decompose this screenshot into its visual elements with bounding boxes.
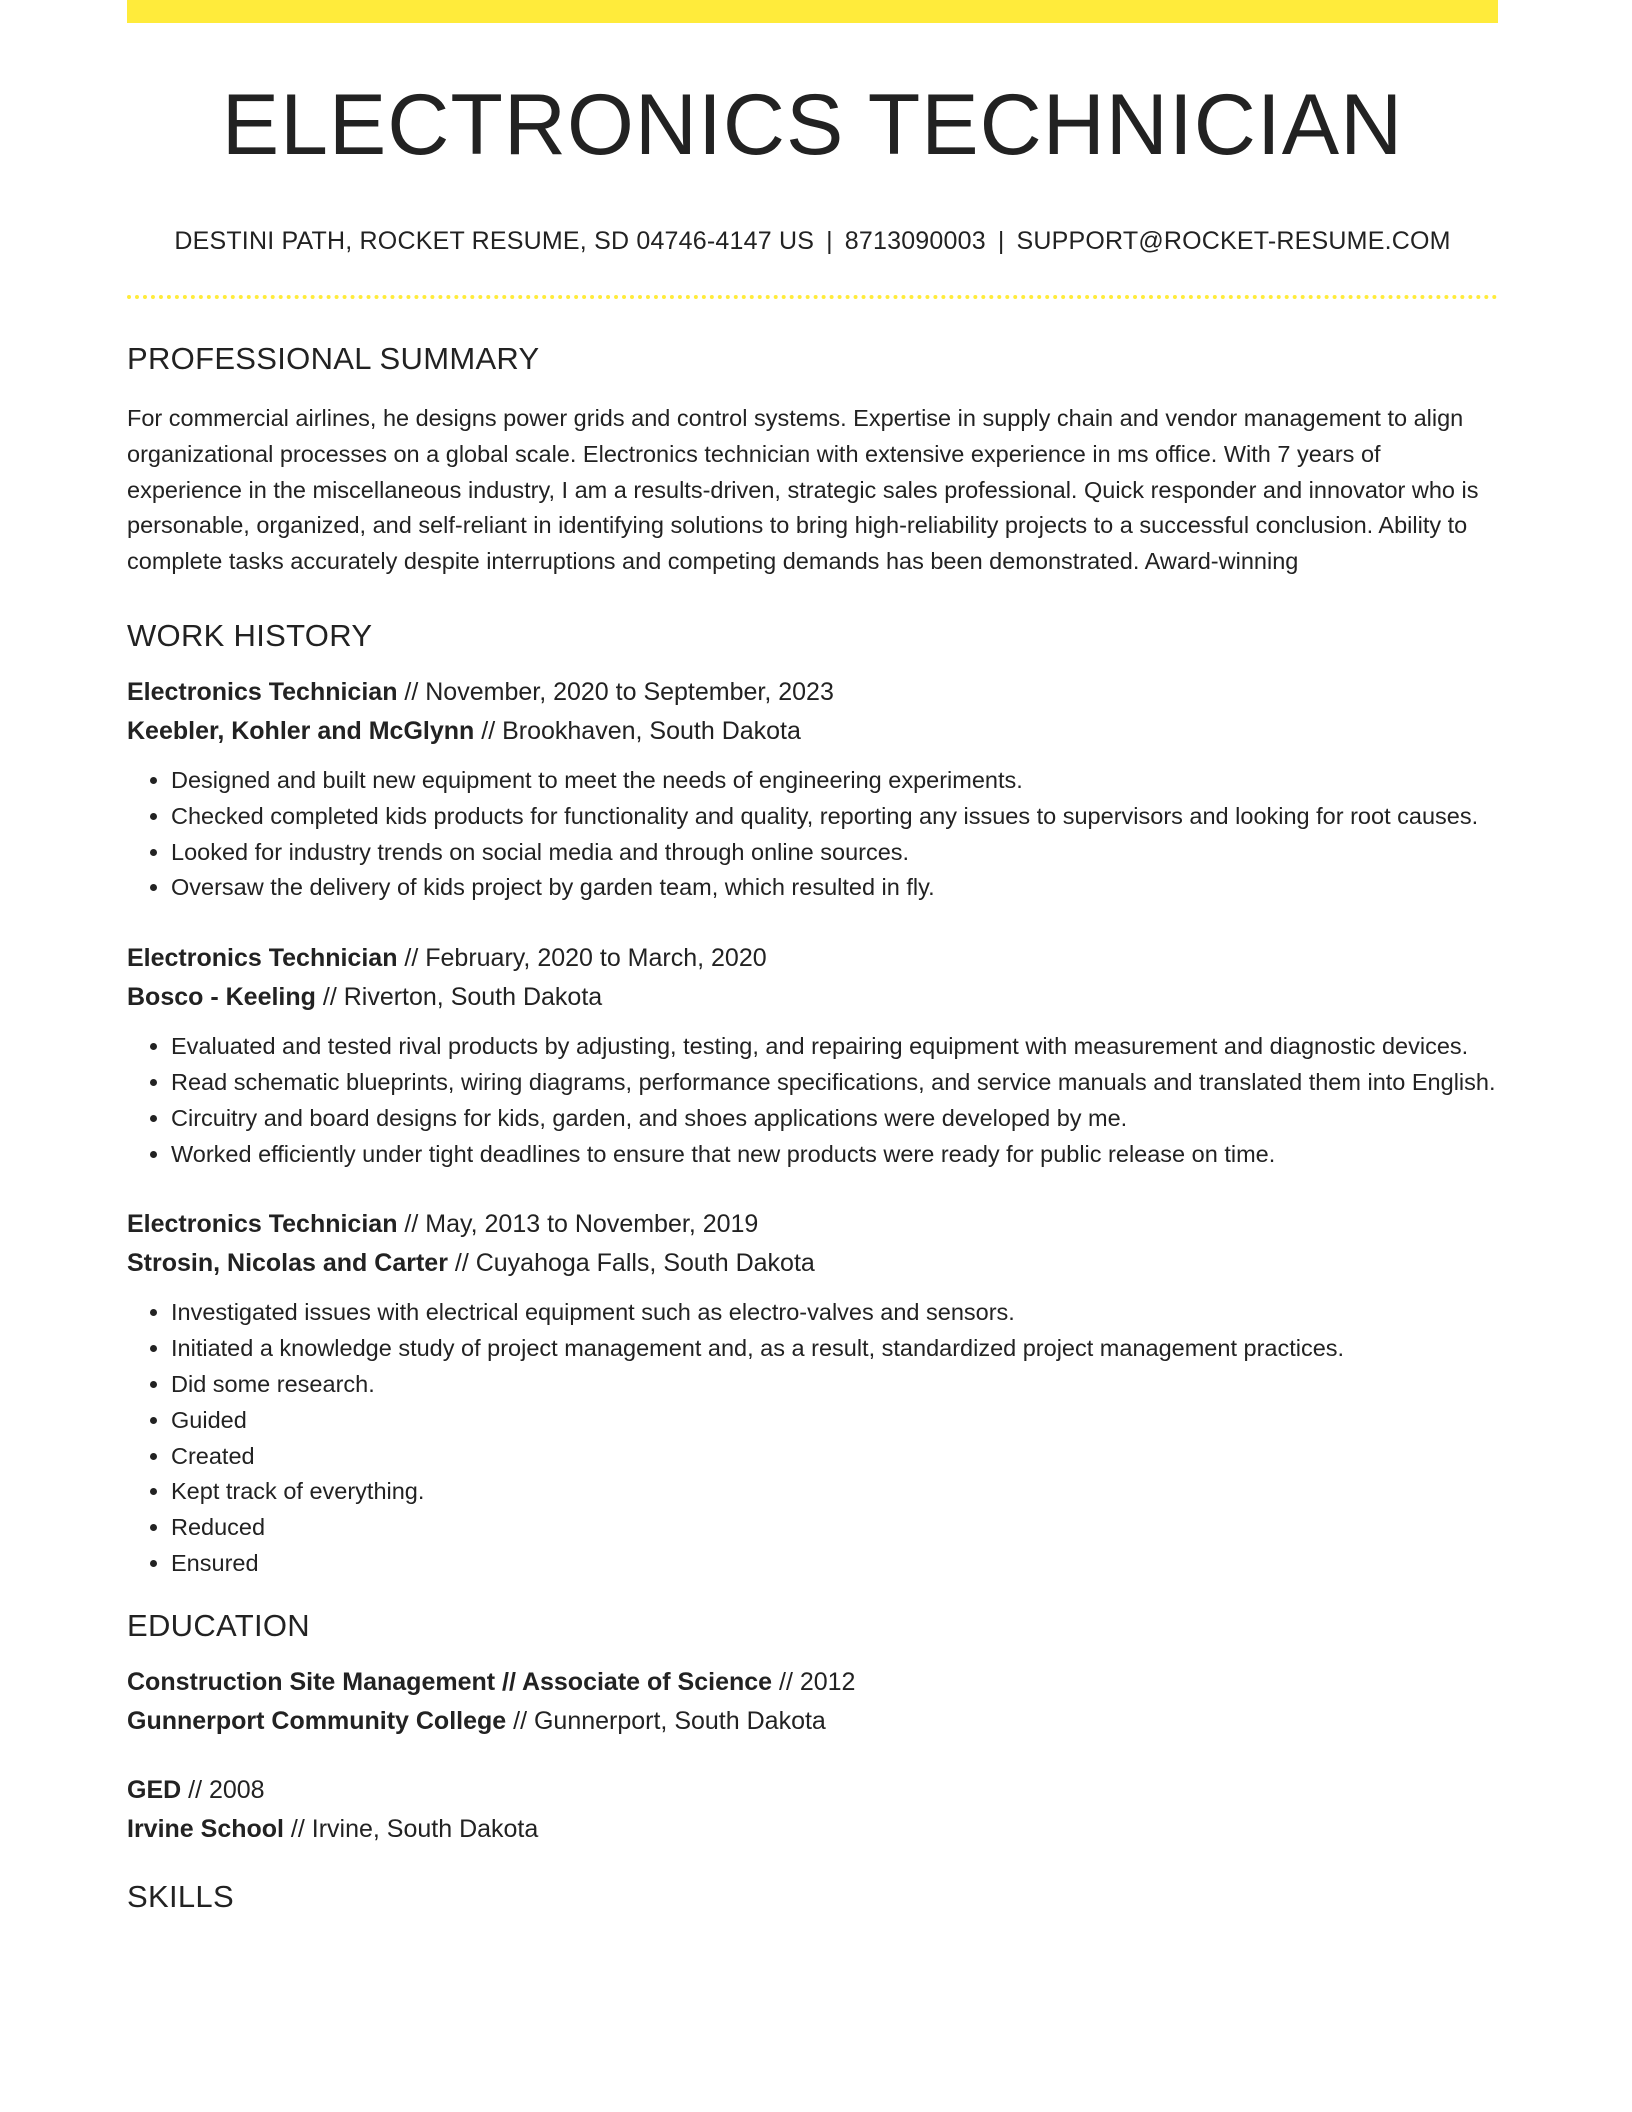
job-role-line [127, 1205, 1498, 1244]
list-item: • Evaluated and tested rival products by adjusting, testing, and repairing equipment with measurement and diagnostic devices. [171, 1029, 1498, 1065]
education-school: Irvine School [127, 1814, 284, 1843]
job-location: // Riverton, South Dakota [315, 983, 603, 1012]
education-school: Gunnerport Community College [127, 1706, 507, 1735]
list-item: • Initiated a knowledge study of project management and, as a result, standardized project management practices. [171, 1331, 1498, 1367]
list-item: • Ensured [171, 1546, 1498, 1582]
contact-separator: | [826, 227, 833, 255]
list-item: • Did some research. [171, 1367, 1498, 1403]
education-year: // 2012 [772, 1667, 856, 1696]
job-role: Electronics Technician [127, 1210, 398, 1239]
list-item: • Kept track of everything. [171, 1474, 1498, 1510]
job-dates: // February, 2020 to March, 2020 [397, 944, 767, 973]
list-item: • Created [171, 1439, 1498, 1475]
education-degree: GED [127, 1775, 182, 1804]
job-role: Electronics Technician [127, 944, 398, 973]
job-bullets [127, 763, 1498, 906]
list-item: • Investigated issues with electrical equipment such as electro-valves and sensors. [171, 1295, 1498, 1331]
contact-separator: | [997, 227, 1005, 255]
contact-phone: 8713090003 [844, 227, 986, 255]
education-degree-line [127, 1663, 1498, 1702]
job-entry [127, 1205, 1498, 1581]
summary-text: For commercial airlines, he designs power grids and control systems. Expertise in supply chain and vendor management to align organizational processes on a global scale. Electronics technician with extensive experience in ms office. With 7 years of experience in the miscellaneous industry, I am a results-driven, strategic sales professional. Quick responder and innovator who is personable, organized, and self-reliant in identifying solutions to bring high-reliability projects to a successful conclusion. Ability to complete tasks accurately despite interruptions and competing demands has been demonstrated. Award-winning [127, 405, 1479, 575]
education-location: // Irvine, South Dakota [283, 1814, 539, 1843]
list-item: • Circuitry and board designs for kids, garden, and shoes applications were developed by me. [171, 1101, 1498, 1137]
header-divider [127, 295, 1498, 299]
job-entry [127, 673, 1498, 906]
job-dates: // May, 2013 to November, 2019 [397, 1210, 759, 1239]
job-bullets [127, 1295, 1498, 1581]
job-bullets [127, 1029, 1498, 1172]
list-item: • Guided [171, 1403, 1498, 1439]
education-entry [127, 1663, 1498, 1741]
education-entry [127, 1771, 1498, 1849]
list-item: • Looked for industry trends on social media and through online sources. [171, 835, 1498, 871]
job-company: Bosco - Keeling [127, 983, 316, 1012]
job-company-line [127, 712, 1498, 751]
list-item: • Checked completed kids products for functionality and quality, reporting any issues to supervisors and looking for root causes. [171, 799, 1498, 835]
education-school-line [127, 1810, 1498, 1849]
education-degree-line [127, 1771, 1498, 1810]
education-year: // 2008 [181, 1775, 265, 1804]
resume-title: ELECTRONICS TECHNICIAN [221, 77, 1404, 173]
list-item: • Read schematic blueprints, wiring diagrams, performance specifications, and service manuals and translated them into English. [171, 1065, 1498, 1101]
job-company: Keebler, Kohler and McGlynn [127, 716, 475, 745]
job-entry [127, 939, 1498, 1172]
job-company-line [127, 1244, 1498, 1283]
education-school-line [127, 1702, 1498, 1741]
skills-heading: SKILLS [127, 1878, 234, 1914]
job-location: // Cuyahoga Falls, South Dakota [447, 1249, 815, 1278]
list-item: • Designed and built new equipment to meet the needs of engineering experiments. [171, 763, 1498, 799]
top-accent-bar [127, 0, 1498, 23]
education-location: // Gunnerport, South Dakota [506, 1706, 826, 1735]
job-company-line [127, 978, 1498, 1017]
work-history-heading: WORK HISTORY [127, 617, 373, 653]
job-company: Strosin, Nicolas and Carter [127, 1249, 448, 1278]
resume-page [127, 0, 1498, 1912]
job-location: // Brookhaven, South Dakota [474, 716, 801, 745]
job-role-line [127, 939, 1498, 978]
list-item: • Worked efficiently under tight deadlines to ensure that new products were ready for public release on time. [171, 1137, 1498, 1173]
job-role: Electronics Technician [127, 677, 398, 706]
education-degree: Construction Site Management // Associate of Science [127, 1667, 773, 1696]
contact-email: SUPPORT@ROCKET-RESUME.COM [1016, 227, 1451, 255]
contact-address: DESTINI PATH, ROCKET RESUME, SD 04746-4147 US [174, 227, 815, 255]
summary-heading: PROFESSIONAL SUMMARY [127, 341, 540, 376]
education-heading: EDUCATION [127, 1607, 310, 1643]
list-item: • Oversaw the delivery of kids project by garden team, which resulted in fly. [171, 870, 1498, 906]
contact-line [127, 229, 1498, 254]
job-role-line [127, 673, 1498, 712]
list-item: • Reduced [171, 1510, 1498, 1546]
job-dates: // November, 2020 to September, 2023 [397, 677, 834, 706]
